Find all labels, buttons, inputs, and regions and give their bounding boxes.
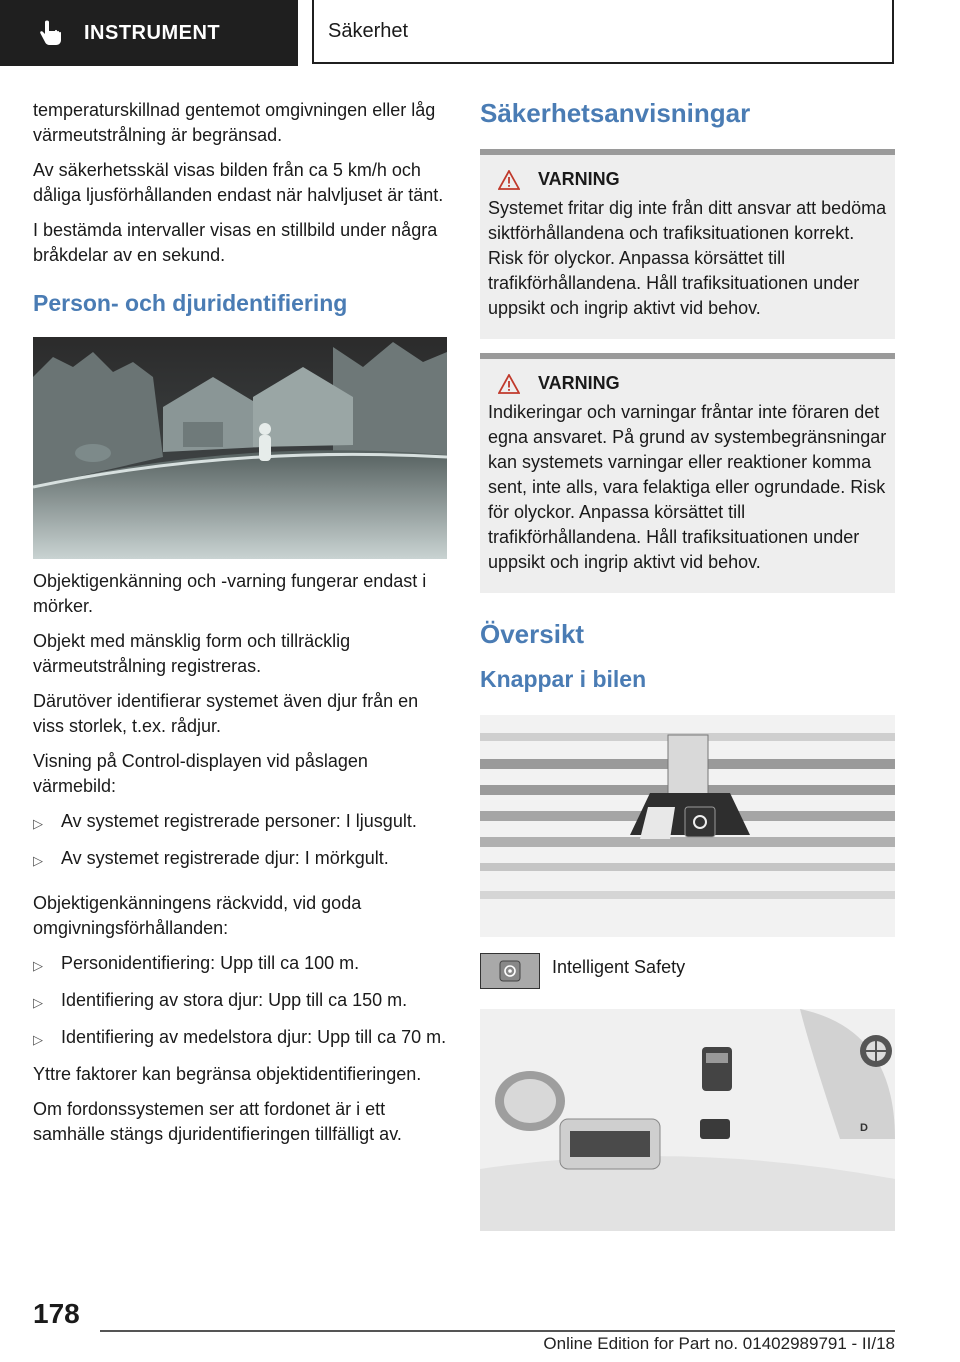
gear-letter-label: D [860, 1122, 868, 1134]
pointing-hand-icon [38, 20, 64, 46]
warning-triangle-icon [498, 374, 520, 394]
footer-divider [100, 1330, 895, 1332]
warning-box [480, 353, 895, 593]
section-heading-overview: Översikt [480, 619, 585, 649]
list-item-text: Av systemet registrerade personer: I ljusgult. [61, 811, 417, 831]
list-item [33, 951, 447, 978]
paragraph: I bestämda intervaller visas en stillbild under några bråkdelar av en sekund. [33, 220, 438, 265]
triangle-bullet-icon: ▷ [33, 958, 43, 973]
button-caption-row [480, 953, 895, 989]
paragraph: Visning på Control-displayen vid påslagen värmebild: [33, 751, 368, 796]
warning-title: VARNING [538, 169, 620, 189]
paragraph: temperaturskillnad gentemot omgivningen eller låg värmeutstrålning är begränsad. [33, 100, 436, 145]
list-item-text: Identifiering av stora djur: Upp till ca 150 m. [61, 990, 408, 1010]
triangle-bullet-icon: ▷ [33, 1032, 43, 1047]
cockpit-image [480, 1009, 895, 1231]
warning-text: Indikeringar och varningar fråntar inte föraren det egna ansvaret. På grund av systembegränsningar kan systemets varningar eller reaktioner komma sent, inte alls, vara felaktiga eller ogrundade. Risk för olyckor. Anpassa körsättet till trafikförhållandena. Håll trafiksituationen under uppsikt och ingrip aktivt vid behov. [488, 402, 887, 572]
subheading-buttons: Knappar i bilen [480, 666, 647, 692]
chapter-tab[interactable] [0, 0, 298, 66]
list-item [33, 846, 447, 873]
list-item-text: Identifiering av medelstora djur: Upp till ca 70 m. [61, 1027, 447, 1047]
section-heading-person-animal: Person- och djuridentifiering [33, 290, 348, 316]
triangle-bullet-icon: ▷ [33, 995, 43, 1010]
night-vision-image [33, 337, 447, 559]
left-column [33, 98, 447, 1157]
triangle-bullet-icon: ▷ [33, 816, 43, 831]
section-title: Säkerhet [328, 19, 409, 42]
warning-box [480, 149, 895, 339]
paragraph: Om fordonssystemen ser att fordonet är i ett samhälle stängs djuridentifieringen tillfälligt av. [33, 1099, 402, 1144]
page-number: 178 [33, 1298, 80, 1329]
grille-button-image [480, 715, 895, 937]
intelligent-safety-button-icon [480, 953, 540, 989]
warning-triangle-icon [498, 170, 520, 190]
paragraph: Av säkerhetsskäl visas bilden från ca 5 km/h och dåliga ljusförhållanden endast när halvljuset är tänt. [33, 160, 444, 205]
triangle-bullet-icon: ▷ [33, 853, 43, 868]
paragraph: Därutöver identifierar systemet även djur från en viss storlek, t.ex. rådjur. [33, 691, 419, 736]
edition-label: Online Edition for Part no. 01402989791 - II/18 [543, 1334, 895, 1353]
paragraph: Objektigenkänning och -varning fungerar endast i mörker. [33, 571, 427, 616]
list-item [33, 1025, 447, 1052]
paragraph: Objekt med mänsklig form och tillräcklig värmeutstrålning registreras. [33, 631, 351, 676]
paragraph: Objektigenkänningens räckvidd, vid goda omgivningsförhållanden: [33, 893, 362, 938]
list-item-text: Personidentifiering: Upp till ca 100 m. [61, 953, 360, 973]
list-item [33, 809, 447, 836]
section-tab[interactable] [312, 0, 894, 64]
section-heading-safety: Säkerhetsanvisningar [480, 98, 751, 128]
right-column [480, 98, 895, 1231]
chapter-title: INSTRUMENT [84, 21, 221, 44]
warning-text: Systemet fritar dig inte från ditt ansvar att bedöma siktförhållandena och trafiksituationen korrekt. Risk för olyckor. Anpassa körsättet till trafikförhållandena. Håll trafiksituationen under uppsikt och ingrip aktivt vid behov. [488, 198, 887, 318]
list-item [33, 988, 447, 1015]
paragraph: Yttre faktorer kan begränsa objektidentifieringen. [33, 1064, 422, 1084]
button-caption: Intelligent Safety [552, 957, 686, 977]
warning-title: VARNING [538, 373, 620, 393]
list-item-text: Av systemet registrerade djur: I mörkgult. [61, 848, 389, 868]
